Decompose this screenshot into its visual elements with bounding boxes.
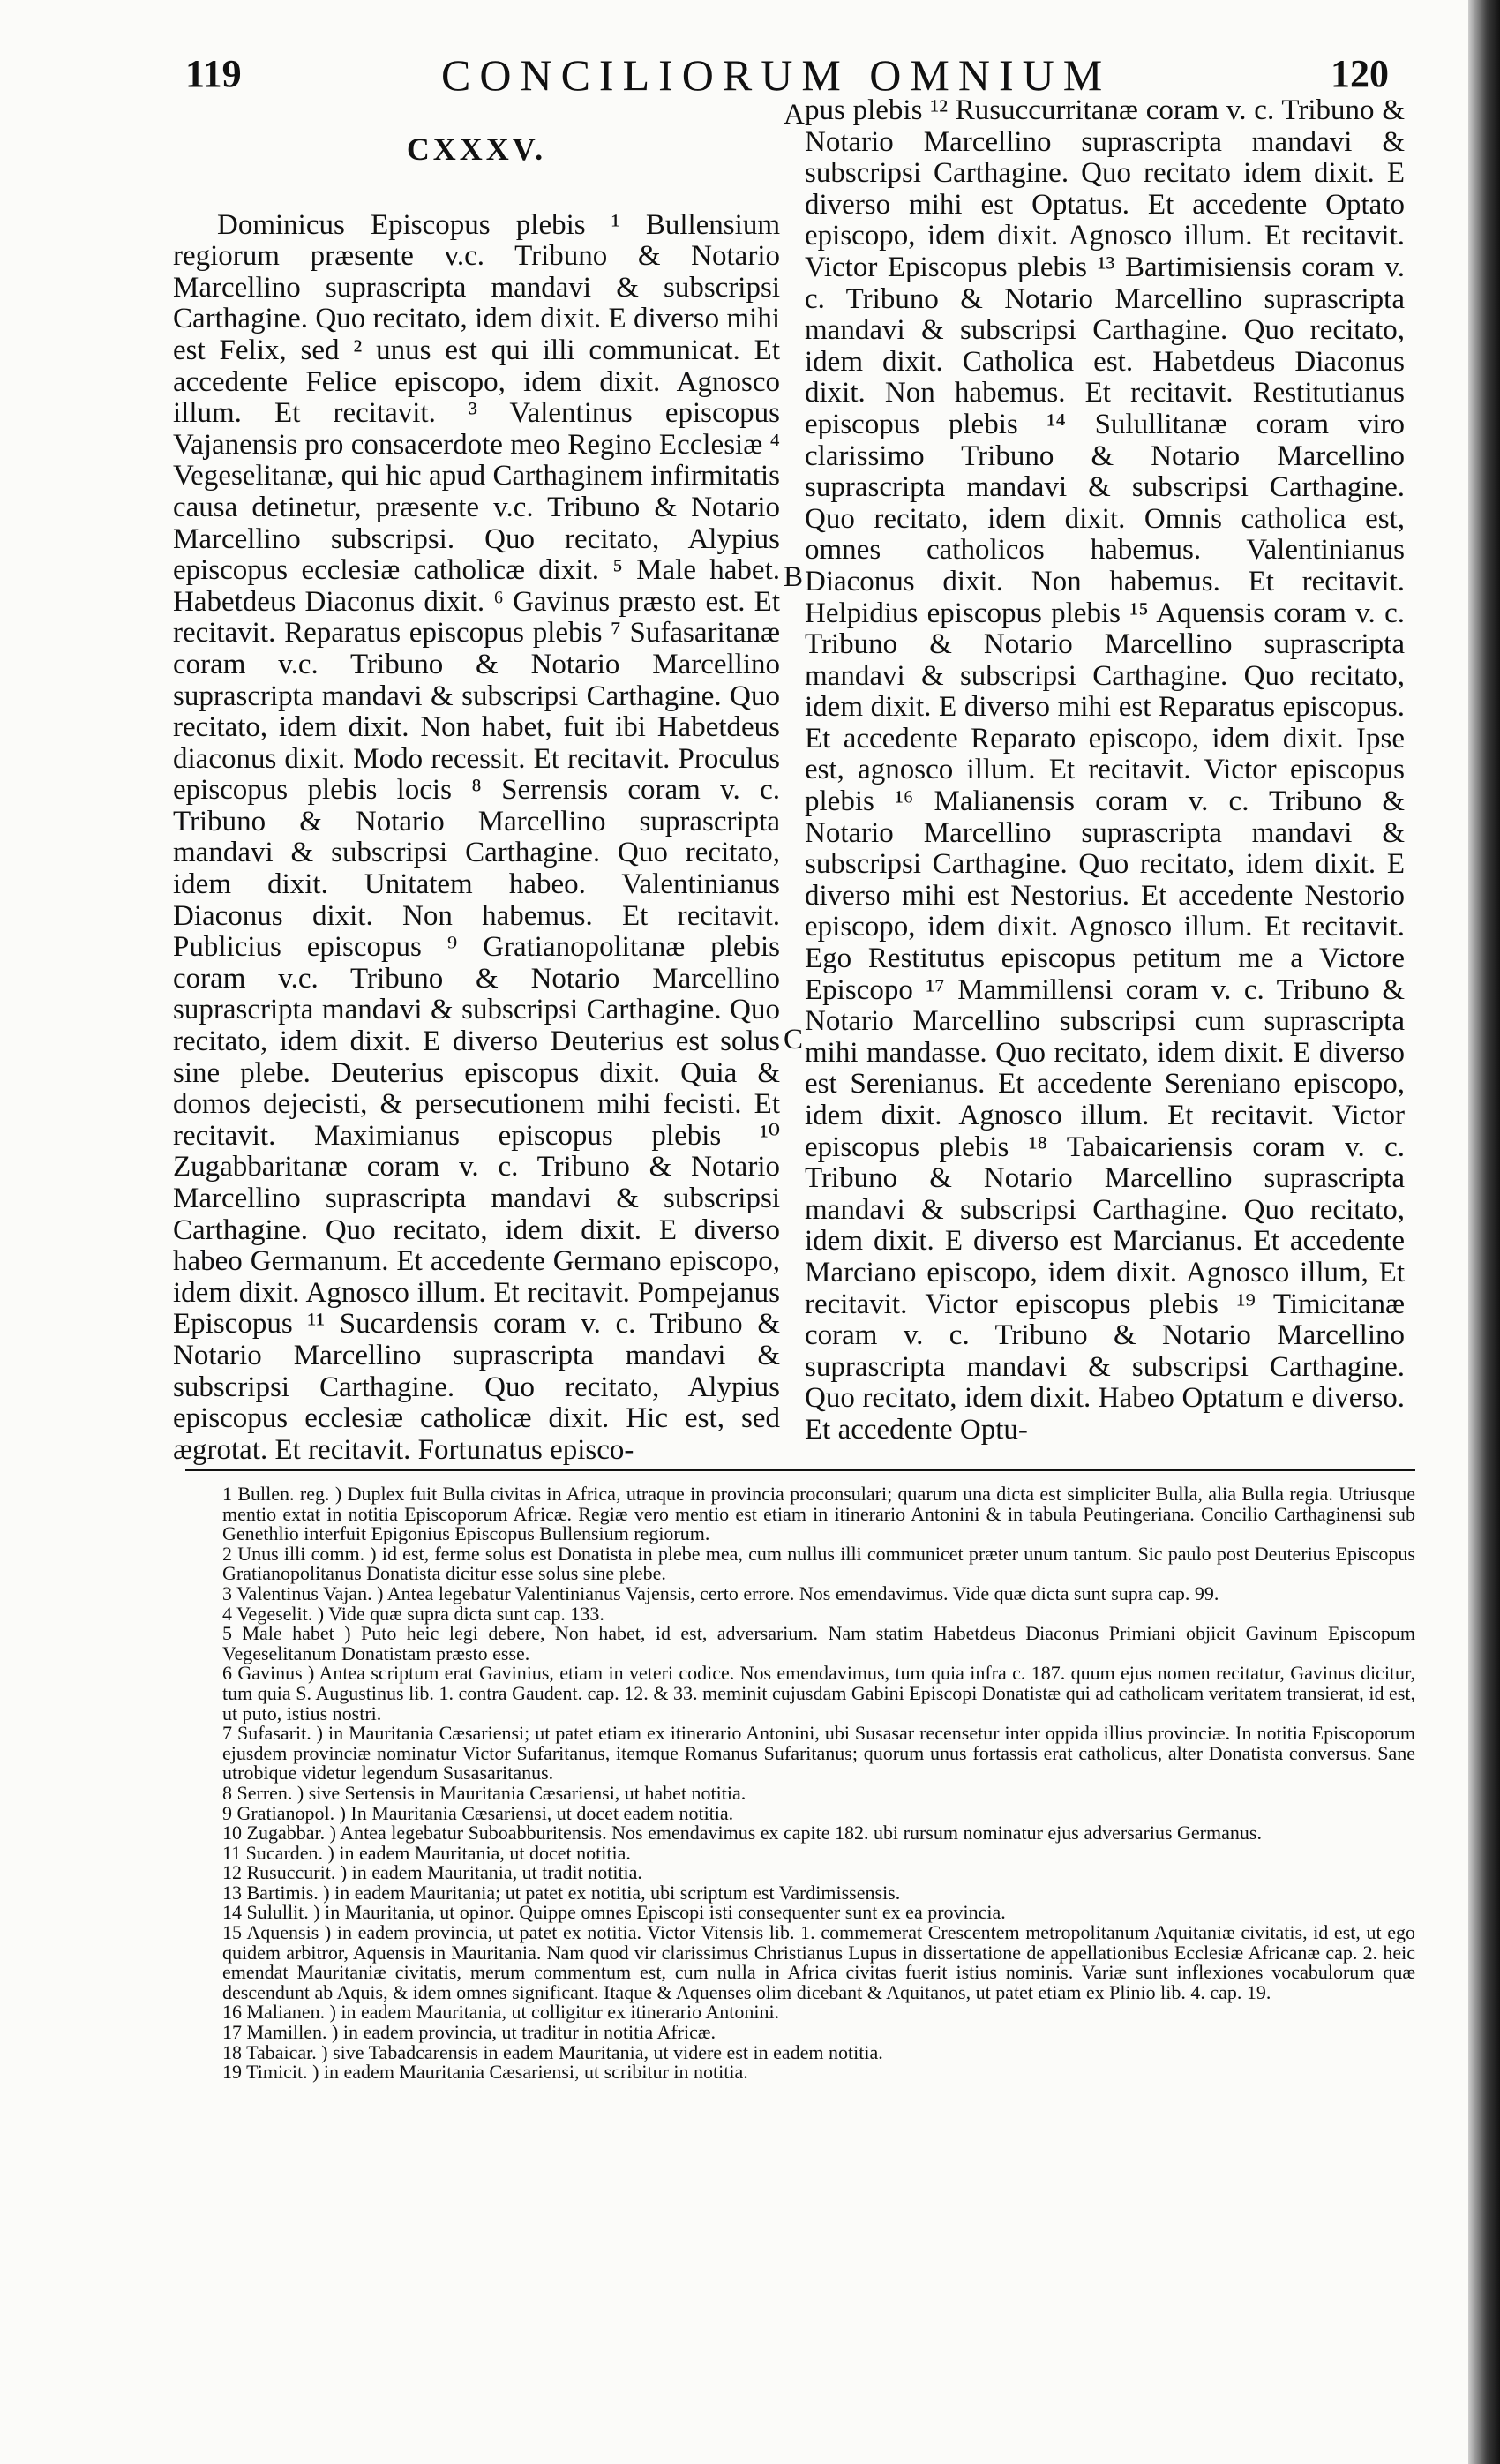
footnote: 1 Bullen. reg. ) Duplex fuit Bulla civitas in Africa, utraque in provincia proconsulari; quarum una dicta est simpliciter Bulla, alia Bulla regia. Utriusque mentio extat in notitia Episcoporum Africæ. Regiæ vero mentio est etiam in itinerario Antonini & in tabula Peutingeriana. Concilio Carthaginensi sub Genethlio interfuit Epigonius Episcopus Bullensium regiorum. bbox=[222, 1483, 1415, 1545]
running-title: CONCILIORUM OMNIUM bbox=[441, 50, 1112, 100]
footnote: 15 Aquensis ) in eadem provincia, ut patet ex notitia. Victor Vitensis lib. 1. commemerat Crescentem metropolitanum Aquitaniæ civitatis, id est, ut ego quidem arbitror, Aquensis in Mauritania. Nam quod vir clarissimus Christianus Lupus in dissertatione de appellationibus Ecclesiæ Africanæ cap. 2. heic emendat Mauritaniæ civitatis, merum commentum est, cum nulla in Africa civitas fuerit istius nominis. Variæ sunt inflexiones vocabulorum quæ descendunt ab Aquis, & idem omnes significant. Itaque & Aquenses olim dicebant & Aquitanos, ut patet etiam ex Plinio lib. 4. cap. 19. bbox=[222, 1921, 1415, 2003]
footnote: 5 Male habet ) Puto heic legi debere, Non habet, id est, adversarium. Nam statim Habetdeus Diaconus Primiani objicit Gavinum Episcopum Vegeselitanum Donatistam præsto esse. bbox=[222, 1622, 1415, 1664]
footnote: 2 Unus illi comm. ) id est, ferme solus est Donatista in plebe mea, cum nullus illi communicet præter unum tantum. Sic paulo post Deuterius Episcopus Gratianopolitanus Donatista dicitur esse solus sine plebe. bbox=[222, 1542, 1415, 1585]
footnote: 18 Tabaicar. ) sive Tabadcarensis in eadem Mauritania, ut videre est in eadem notitia. bbox=[222, 2040, 883, 2063]
footnote: 17 Mamillen. ) in eadem provincia, ut traditur in notitia Africæ. bbox=[222, 2021, 716, 2044]
footnote: 4 Vegeselit. ) Vide quæ supra dicta sunt cap. 133. bbox=[222, 1602, 604, 1625]
footnote: 9 Gratianopol. ) In Mauritania Cæsariensi, ut docet eadem notitia. bbox=[222, 1801, 734, 1824]
footnote: 12 Rusuccurit. ) in eadem Mauritania, ut tradit notitia. bbox=[222, 1861, 642, 1884]
footnote: 3 Valentinus Vajan. ) Antea legebatur Valentinianus Vajensis, certo errore. Nos emendavimus. Vide quæ dicta sunt supra cap. 99. bbox=[222, 1581, 1219, 1604]
footnote: 8 Serren. ) sive Sertensis in Mauritania Cæsariensi, ut habet notitia. bbox=[222, 1781, 746, 1804]
footnote: 19 Timicit. ) in eadem Mauritania Cæsariensi, ut scribitur in notitia. bbox=[222, 2061, 748, 2084]
footnote: 6 Gavinus ) Antea scriptum erat Gavinius, etiam in veteri codice. Nos emendavimus, tum quia infra c. 187. quum ejus nomen recitatur, Gavinus dicitur, tum quia S. Augustinus lib. 1. contra Gaudent. cap. 12. & 33. meminit cujusdam Gabini Episcopi Donatistæ qui ad catholicam veritatem transierat, id est, ut puto, istius nostri. bbox=[222, 1662, 1415, 1724]
page-edge-shadow bbox=[1468, 0, 1500, 2464]
margin-letter-a: A bbox=[784, 99, 805, 131]
right-column bbox=[805, 95, 1405, 1446]
footnote: 13 Bartimis. ) in eadem Mauritania; ut patet ex notitia, ubi scriptum est Vardimissensis. bbox=[222, 1881, 901, 1904]
page-number-left: 119 bbox=[185, 52, 242, 95]
footnotes bbox=[222, 1484, 1415, 2083]
page-number-right: 120 bbox=[1331, 52, 1389, 95]
footnote: 10 Zugabbar. ) Antea legebatur Suboabburitensis. Nos emendavimus ex capite 182. ubi rursum nominatur ejus adversarius Germanus. bbox=[222, 1822, 1262, 1844]
footnote: 14 Sulullit. ) in Mauritania, ut opinor. Quippe omnes Episcopi isti consequenter sunt ex ea provincia. bbox=[222, 1901, 1006, 1924]
left-column-text: Dominicus Episcopus plebis ¹ Bullensium regiorum præsente v.c. Tribuno & Notario Marcellino suprascripta mandavi & subscripsi Carthagine. Quo recitato, idem dixit. E diverso mihi est Felix, sed ² unus est qui illi communicat. Et accedente Felice episcopo, idem dixit. Agnosco illum. Et recitavit. ³ Valentinus episcopus Vajanensis pro consacerdote meo Regino Ecclesiæ ⁴ Vegeselitanæ, qui hic apud Carthaginem infirmitatis causa detinetur, præsente v.c. Tribuno & Notario Marcellino subscripsi. Quo recitato, Alypius episcopus ecclesiæ catholicæ dixit. ⁵ Male habet. Habetdeus Diaconus dixit. ⁶ Gavinus præsto est. Et recitavit. Reparatus episcopus plebis ⁷ Sufasaritanæ coram v.c. Tribuno & Notario Marcellino suprascripta mandavi & subscripsi Carthagine. Quo recitato, idem dixit. Non habet, fuit ibi Habetdeus diaconus dixit. Modo recessit. Et recitavit. Proculus episcopus plebis locis ⁸ Serrensis coram v. c. Tribuno & Notario Marcellino suprascripta mandavi & subscripsi Carthagine. Quo recitato, idem dixit. Unitatem habeo. Valentinianus Diaconus dixit. Non habemus. Et recitavit. Publicius episcopus ⁹ Gratianopolitanæ plebis coram v.c. Tribuno & Notario Marcellino suprascripta mandavi & subscripsi Carthagine. Quo recitato, idem dixit. E diverso Deuterius est solus sine plebe. Deuterius episcopus dixit. Quia & domos dejecisti, & persecutionem mihi fecisti. Et recitavit. Maximianus episcopus plebis ¹⁰ Zugabbaritanæ coram v. c. Tribuno & Notario Marcellino suprascripta mandavi & subscripsi Carthagine. Quo recitato, idem dixit. E diverso habeo Germanum. Et accedente Germano episcopo, idem dixit. Agnosco illum. Et recitavit. Pompejanus Episcopus ¹¹ Sucardensis coram v. c. Tribuno & Notario Marcellino suprascripta mandavi & subscripsi Carthagine. Quo recitato, Alypius episcopus ecclesiæ catholicæ dixit. Hic est, sed ægrotat. Et recitavit. Fortunatus episco- bbox=[173, 208, 780, 1466]
footnote: 11 Sucarden. ) in eadem Mauritania, ut docet notitia. bbox=[222, 1841, 631, 1864]
left-column bbox=[173, 131, 780, 1466]
footnote: 7 Sufasarit. ) in Mauritania Cæsariensi; ut patet etiam ex itinerario Antonini, ubi Susasar recensetur inter oppida illius provinciæ. In notitia Episcoporum ejusdem provinciæ nominatur Victor Sufaritanus, itemque Romanus Sufaritanus; quorum unus fortassis erat catholicus, alter Donatista conversus. Sane utrobique videtur legendum Susasaritanus. bbox=[222, 1722, 1415, 1784]
margin-letter-b: B bbox=[784, 561, 804, 593]
margin-letter-c: C bbox=[784, 1024, 804, 1055]
right-column-text: pus plebis ¹² Rusuccurritanæ coram v. c. Tribuno & Notario Marcellino suprascripta mandavi & subscripsi Carthagine. Quo recitato idem dixit. E diverso mihi est Optatus. Et accedente Optato episcopo, idem dixit. Agnosco illum. Et recitavit. Victor Episcopus plebis ¹³ Bartimisiensis coram v. c. Tribuno & Notario Marcellino suprascripta mandavi & subscripsi Carthagine. Quo recitato, idem dixit. Catholica est. Habetdeus Diaconus dixit. Non habemus. Et recitavit. Restitutianus episcopus plebis ¹⁴ Sulullitanæ coram viro clarissimo Tribuno & Notario Marcellino suprascripta mandavi & subscripsi Carthagine. Quo recitato, idem dixit. Omnis catholica est, omnes catholicos habemus. Valentinianus Diaconus dixit. Non habemus. Et recitavit. Helpidius episcopus plebis ¹⁵ Aquensis coram v. c. Tribuno & Notario Marcellino suprascripta mandavi & subscripsi Carthagine. Quo recitato, idem dixit. E diverso mihi est Reparatus episcopus. Et accedente Reparato episcopo, idem dixit. Ipse est, agnosco illum. Et recitavit. Victor episcopus plebis ¹⁶ Malianensis coram v. c. Tribuno & Notario Marcellino suprascripta mandavi & subscripsi Carthagine. Quo recitato, idem dixit. E diverso mihi est Nestorius. Et accedente Nestorio episcopo, idem dixit. Agnosco illum. Et recitavit. Ego Restitutus episcopus petitum me a Victore Episcopo ¹⁷ Mammillensi coram v. c. Tribuno & Notario Marcellino subscripsi cum suprascripta mihi mandasse. Quo recitato, idem dixit. E diverso est Serenianus. Et accedente Sereniano episcopo, idem dixit. Agnosco illum. Et recitavit. Victor episcopus plebis ¹⁸ Tabaicariensis coram v. c. Tribuno & Notario Marcellino suprascripta mandavi & subscripsi Carthagine. Quo recitato, idem dixit. E diverso est Marcianus. Et accedente Marciano episcopo, idem dixit. Agnosco illum, Et recitavit. Victor episcopus plebis ¹⁹ Timicitanæ coram v. c. Tribuno & Notario Marcellino suprascripta mandavi & subscripsi Carthagine. Quo recitato, idem dixit. Habeo Optatum e diverso. Et accedente Optu- bbox=[805, 94, 1405, 1446]
footnote: 16 Malianen. ) in eadem Mauritania, ut colligitur ex itinerario Antonini. bbox=[222, 2001, 780, 2024]
footnote-rule bbox=[185, 1469, 1415, 1471]
chapter-heading: CXXXV. bbox=[406, 131, 547, 167]
